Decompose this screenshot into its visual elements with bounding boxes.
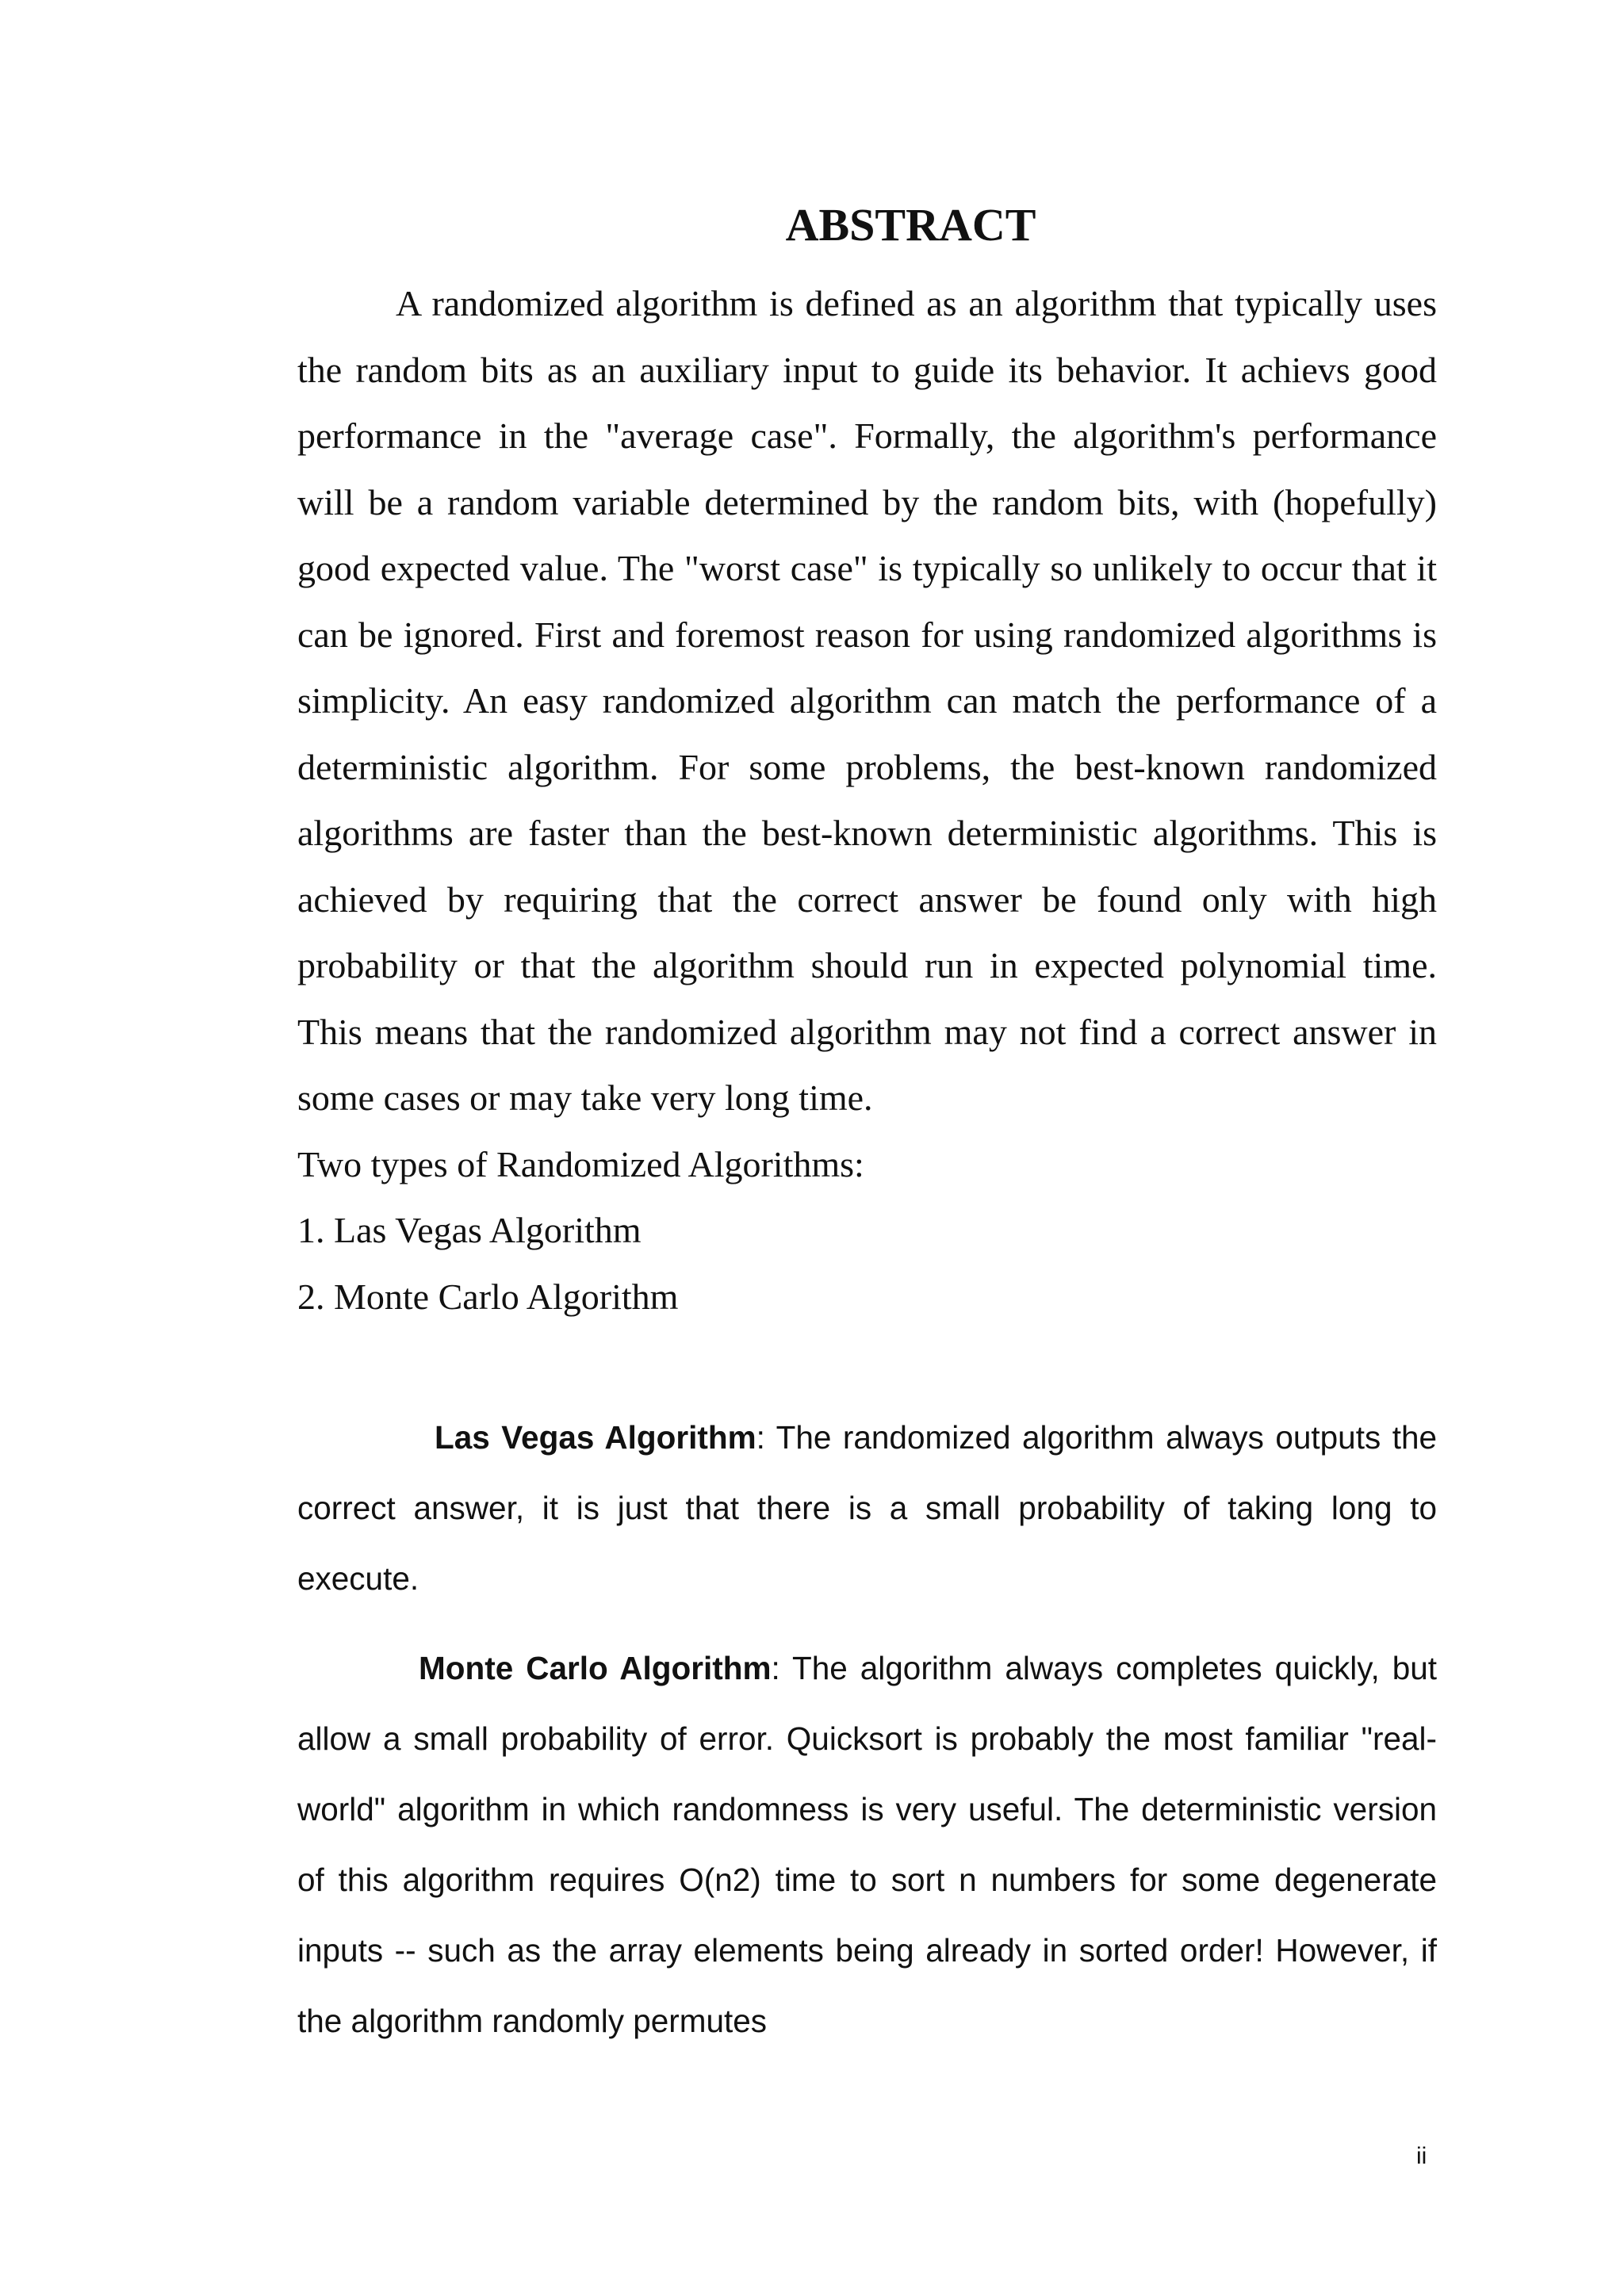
page-number: ii <box>1416 2143 1427 2169</box>
las-vegas-text: : The randomized algorithm always outputs the correct answer, it is just that there is a small probability of taking long to execute. <box>297 1419 1437 1597</box>
las-vegas-paragraph <box>297 1402 1437 1614</box>
list-item-las-vegas: 1. Las Vegas Algorithm <box>297 1210 642 1250</box>
monte-carlo-text: : The algorithm always completes quickly, but allow a small probability of error. Quicksort is probably the most familiar "real-world" algorithm in which randomness is very useful. The deterministic version of this algorithm requires O(n2) time to sort n numbers for some degenerate inputs -- such as the array elements being already in sorted order! However, if the algorithm randomly permutes <box>297 1650 1438 2039</box>
intro-paragraph: A randomized algorithm is defined as an algorithm that typically uses the random bits as an auxiliary input to guide its behavior. It achievs good performance in the "average case". Formally, the algorithm's performance will be a random variable determined by the random bits, with (hopefully) good expected value. The "worst case" is typically so unlikely to occur that it can be ignored. First and foremost reason for using randomized algorithms is simplicity. An easy randomized algorithm can match the performance of a deterministic algorithm. For some problems, the best-known randomized algorithms are faster than the best-known deterministic algorithms. This is achieved by requiring that the correct answer be found only with high probability or that the algorithm should run in expected polynomial time. This means that the randomized algorithm may not find a correct answer in some cases or may take very long time. <box>297 283 1437 1118</box>
list-item-monte-carlo: 2. Monte Carlo Algorithm <box>297 1276 679 1317</box>
types-heading: Two types of Randomized Algorithms: <box>297 1143 864 1184</box>
las-vegas-term: Las Vegas Algorithm <box>435 1419 756 1456</box>
page-content <box>297 194 1437 2057</box>
monte-carlo-paragraph <box>297 1633 1437 2057</box>
monte-carlo-term: Monte Carlo Algorithm <box>419 1650 772 1686</box>
section-spacer <box>297 1330 1437 1402</box>
abstract-title: ABSTRACT <box>785 199 1036 251</box>
